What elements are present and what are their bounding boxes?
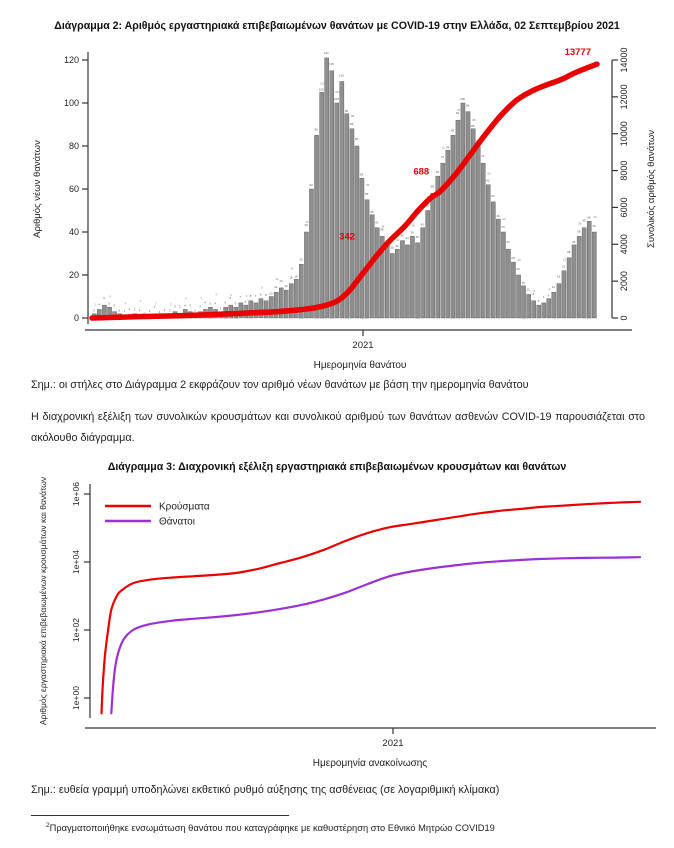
deaths-bar — [456, 120, 460, 318]
bar-value-speck: 26 — [511, 256, 515, 261]
bar-value-speck: 1 — [163, 307, 166, 312]
chart2-right-tick-label: 4000 — [618, 234, 629, 255]
bar-value-speck: 38 — [381, 224, 385, 229]
bar-value-speck: 115 — [329, 61, 334, 66]
chart2-left-tick-label: 20 — [68, 270, 79, 280]
chart3-y-tick-label: 1e+00 — [71, 686, 81, 710]
deaths-bar — [506, 249, 510, 318]
bar-value-speck: 40 — [502, 217, 506, 221]
bar-value-speck: 48 — [370, 209, 374, 214]
bar-value-speck: 18 — [294, 274, 298, 279]
bar-value-speck: 105 — [318, 87, 324, 92]
bar-value-speck: 50 — [425, 203, 429, 208]
deaths-bar — [522, 286, 526, 318]
bar-value-speck: 16 — [556, 274, 561, 279]
bar-value-speck: 40 — [305, 220, 309, 224]
bar-value-speck: 7 — [542, 294, 545, 299]
bar-value-speck: 6 — [229, 296, 232, 301]
bar-value-speck: 88 — [349, 121, 354, 126]
bar-value-speck: 10 — [269, 291, 273, 296]
chart2-left-tick-label: 60 — [68, 184, 79, 194]
deaths-bar — [501, 232, 505, 318]
bar-value-speck: 3 — [199, 304, 201, 309]
bar-value-speck: 6 — [537, 299, 540, 304]
bar-value-speck: 20 — [517, 258, 521, 262]
deaths-bar — [320, 92, 324, 318]
bar-value-speck: 14 — [279, 278, 283, 283]
bar-value-speck: 55 — [365, 191, 369, 196]
bar-value-speck: 9 — [260, 285, 263, 290]
bar-value-speck: 25 — [299, 257, 303, 262]
bar-value-speck: 12 — [551, 285, 556, 290]
bar-value-speck: 85 — [314, 127, 318, 132]
bar-value-speck: 13 — [284, 284, 288, 289]
chart3-y-tick-label: 1e+04 — [71, 550, 81, 574]
bar-value-speck: 55 — [366, 182, 370, 187]
deaths-bar — [390, 254, 394, 319]
chart2-left-axis-title: Αριθμός νέων θανάτων — [32, 140, 43, 238]
deaths-bar — [451, 135, 455, 318]
bar-value-speck: 88 — [351, 113, 355, 118]
deaths-bar — [532, 301, 536, 318]
bar-value-speck: 40 — [501, 225, 505, 229]
deaths-bar — [582, 228, 586, 318]
chart2-left-tick-label: 0 — [73, 313, 79, 323]
bar-value-speck: 20 — [516, 267, 520, 271]
bar-value-speck: 72 — [441, 146, 445, 151]
bar-value-speck: 2 — [170, 302, 172, 307]
chart2-right-tick-label: 12000 — [618, 84, 629, 110]
cumulative-total-annotation: 13777 — [564, 47, 592, 59]
deaths-bar — [547, 299, 551, 318]
bar-value-speck: 1 — [128, 306, 131, 311]
chart2-bars-group — [92, 51, 597, 318]
deaths-bar — [375, 228, 379, 318]
cases-line — [102, 502, 641, 714]
bar-value-speck: 46 — [496, 214, 500, 219]
deaths-bar — [395, 249, 399, 318]
bar-value-speck: 38 — [411, 223, 415, 228]
chart2-right-tick-label: 2000 — [619, 271, 630, 292]
bar-value-speck: 22 — [563, 257, 567, 262]
deaths-bar — [481, 163, 485, 318]
deaths-bar — [345, 114, 349, 318]
bar-value-speck: 9 — [548, 287, 551, 292]
deaths-bar — [446, 150, 450, 318]
deaths-bar — [416, 243, 420, 318]
chart2-left-tick-label: 80 — [68, 141, 79, 151]
bar-value-speck: 62 — [487, 171, 491, 176]
deaths-bar — [410, 236, 414, 318]
bar-value-speck: 2 — [153, 304, 156, 309]
bar-value-speck: 5 — [224, 300, 227, 305]
chart2-title: Διάγραμμα 2: Αριθμός εργαστηριακά επιβεβαιωμένων θανάτων με COVID-19 στην Ελλάδα, 02 Σεπτεμβρίου 2021 — [54, 20, 620, 32]
deaths-bar — [385, 245, 389, 318]
bar-value-speck: 6 — [103, 296, 105, 301]
bar-value-speck: 1 — [158, 309, 161, 314]
bar-value-speck: 34 — [385, 238, 389, 243]
chart3-x-tick-label: 2021 — [382, 738, 404, 749]
bar-value-speck: 9 — [259, 292, 262, 297]
bar-value-speck: 54 — [491, 193, 495, 198]
legend-label: Θάνατοι — [159, 516, 195, 528]
chart3-title: Διάγραμμα 3: Διαχρονική εξέλιξη εργαστηριακά επιβεβαιωμένων κρουσμάτων και θανάτων — [107, 461, 567, 473]
deaths-bar — [304, 232, 308, 318]
bar-value-speck: 3 — [200, 296, 202, 301]
cumulative-value-annotation: 688 — [413, 166, 430, 178]
bar-value-speck: 12 — [275, 277, 279, 282]
bar-value-speck: 4 — [214, 301, 217, 306]
body-paragraph: Η διαχρονική εξέλιξη των συνολικών κρουσμάτων και συνολικού αριθμού των θανάτων ασθενών COVID-19 παρουσιάζεται στο ακόλουθο διάγραμμα. — [31, 411, 645, 444]
bar-value-speck: 3 — [219, 306, 222, 311]
deaths-bar — [577, 236, 581, 318]
chart2-right-tick-label: 8000 — [618, 160, 629, 181]
bar-value-speck: 3 — [113, 303, 116, 308]
bar-value-speck: 60 — [309, 183, 313, 187]
deaths-bar — [572, 245, 576, 318]
cumulative-value-annotation: 342 — [339, 231, 355, 243]
bar-value-speck: 88 — [471, 123, 475, 128]
bar-value-speck: 2 — [168, 308, 171, 313]
bar-value-speck: 1 — [123, 308, 126, 313]
bar-value-speck: 92 — [457, 108, 461, 113]
deaths-bar — [431, 193, 435, 318]
deaths-bar — [365, 200, 369, 318]
chart2-right-axis — [612, 47, 657, 320]
bar-value-speck: 28 — [567, 249, 571, 254]
bar-value-speck: 4 — [204, 300, 206, 305]
bar-value-speck: 38 — [410, 230, 414, 235]
bar-value-speck: 6 — [244, 300, 247, 305]
bar-value-speck: 5 — [109, 294, 111, 299]
deaths-line — [111, 557, 640, 713]
bar-value-speck: 2 — [133, 307, 136, 312]
bar-value-speck: 38 — [577, 229, 581, 234]
bar-value-speck: 34 — [572, 239, 576, 244]
bar-value-speck: 1 — [124, 300, 127, 305]
chart2-left-tick-label: 100 — [63, 98, 79, 108]
bar-value-speck: 121 — [323, 50, 329, 55]
chart3-note: Σημ.: ευθεία γραμμή υποδηλώνει εκθετικό ρυθμό αύξησης της ασθένειας (σε λογαριθμική κλίμακα) — [31, 784, 500, 796]
bar-value-speck: 32 — [395, 244, 399, 249]
deaths-bar — [264, 301, 268, 318]
bar-value-speck: 2 — [178, 304, 181, 309]
chart2-right-tick-label: 0 — [619, 315, 629, 321]
deaths-bar — [557, 284, 561, 318]
deaths-bar — [466, 112, 470, 318]
footnote — [46, 822, 495, 833]
deaths-bar — [400, 241, 404, 318]
deaths-bar — [309, 189, 313, 318]
bar-value-speck: 12 — [274, 285, 278, 290]
chart3-x-axis — [85, 728, 656, 769]
bar-value-speck: 7 — [239, 294, 242, 299]
bar-value-speck: 66 — [435, 170, 440, 175]
deaths-bar — [315, 135, 319, 318]
bar-value-speck: 5 — [108, 301, 111, 306]
bar-value-speck: 11 — [526, 287, 530, 292]
bar-value-speck: 38 — [380, 227, 384, 232]
bar-value-speck: 3 — [173, 304, 176, 309]
bar-value-speck: 92 — [455, 111, 460, 116]
bar-value-speck: 36 — [400, 233, 404, 238]
bar-value-speck: 95 — [344, 108, 349, 113]
bar-value-speck: 42 — [375, 220, 379, 225]
chart2-x-tick-label: 2021 — [352, 340, 374, 351]
chart2-left-tick-label: 40 — [68, 227, 79, 237]
bar-value-speck: 2 — [94, 302, 96, 307]
chart2-right-tick-label: 14000 — [619, 47, 629, 73]
bar-value-speck: 96 — [466, 103, 470, 108]
chart2-left-tick-label: 120 — [63, 55, 79, 65]
chart3-left-axis — [38, 477, 90, 725]
deaths-bar — [355, 146, 359, 318]
deaths-bar — [330, 71, 334, 318]
bar-value-speck: 105 — [319, 81, 325, 86]
bar-value-speck: 40 — [592, 224, 596, 228]
bar-value-speck: 22 — [561, 264, 566, 269]
bar-value-speck: 88 — [472, 117, 476, 122]
deaths-bar — [335, 103, 339, 318]
chart2-left-axis — [32, 52, 88, 324]
chart3-y-axis-title: Αριθμός εργαστηριακά επιβεβαιωμένων κρουσμάτων και θανάτων — [38, 476, 48, 726]
deaths-bar — [486, 185, 490, 318]
bar-value-speck: 2 — [194, 308, 196, 313]
deaths-bar — [562, 271, 566, 318]
chart2-deaths-histogram — [0, 36, 674, 380]
deaths-bar — [552, 292, 556, 318]
bar-value-speck: 6 — [245, 294, 248, 299]
deaths-bar — [476, 146, 480, 318]
bar-value-speck: 8 — [249, 293, 252, 298]
bar-value-speck: 3 — [189, 303, 191, 308]
legend-label: Κρούσματα — [159, 501, 210, 513]
bar-value-speck: 65 — [359, 172, 364, 177]
bar-value-speck: 16 — [290, 266, 294, 271]
bar-value-speck: 40 — [304, 223, 308, 227]
bar-value-speck: 42 — [420, 222, 424, 227]
deaths-bar — [491, 202, 495, 318]
deaths-bar — [360, 178, 364, 318]
deaths-bar — [496, 219, 500, 318]
deaths-bar — [421, 228, 425, 318]
bar-value-speck: 100 — [460, 97, 466, 101]
chart3-legend — [105, 501, 210, 528]
deaths-bar — [405, 245, 409, 318]
footnote-marker: 2 — [46, 822, 50, 829]
bar-value-speck: 6 — [230, 293, 233, 298]
bar-value-speck: 42 — [582, 218, 586, 223]
bar-value-speck: 45 — [587, 215, 591, 220]
chart2-x-axis-title: Ημερομηνία θανάτου — [313, 360, 407, 371]
bar-value-speck: 5 — [234, 301, 237, 306]
deaths-bar — [461, 103, 465, 318]
bar-value-speck: 80 — [354, 137, 359, 141]
bar-value-speck: 32 — [506, 240, 510, 245]
deaths-bar — [527, 294, 531, 318]
deaths-bar — [592, 232, 596, 318]
bar-value-speck: 4 — [184, 303, 186, 308]
chart2-right-tick-label: 10000 — [619, 121, 630, 147]
bar-value-speck: 50 — [426, 195, 430, 200]
bar-value-speck: 8 — [264, 292, 267, 297]
bar-value-speck: 72 — [481, 154, 485, 159]
bar-value-speck: 1 — [148, 308, 151, 313]
bar-value-speck: 0 — [143, 311, 146, 316]
chart3-cumulative-log-chart — [0, 470, 674, 780]
chart3-y-tick-label: 1e+06 — [71, 482, 81, 506]
bar-value-speck: 15 — [521, 280, 525, 285]
footnote-text: Πραγματοποιήθηκε ενσωμάτωση θανάτου που καταγράφηκε με καθυστέρηση στο Εθνικό Μητρώο COVID19 — [49, 823, 495, 834]
bar-value-speck: 85 — [450, 128, 455, 133]
deaths-bar — [511, 262, 515, 318]
bar-value-speck: 78 — [445, 145, 450, 150]
chart2-note: Σημ.: οι στήλες στο Διάγραμμα 2 εκφράζουν τον αριθμό νέων θανάτων με βάση την ημερομηνία θανάτου — [31, 379, 529, 391]
bar-value-speck: 4 — [185, 296, 187, 301]
chart2-right-tick-label: 6000 — [619, 197, 630, 218]
deaths-bar — [340, 82, 344, 319]
bar-value-speck: 30 — [390, 245, 394, 250]
bar-value-speck: 2 — [118, 308, 121, 313]
deaths-bar — [587, 221, 591, 318]
chart2-x-axis — [85, 330, 632, 371]
bar-value-speck: 8 — [533, 288, 536, 293]
bar-value-speck: 16 — [289, 275, 293, 280]
bar-value-speck: 8 — [532, 291, 535, 296]
bar-value-speck: 4 — [98, 302, 100, 307]
bar-value-speck: 9 — [547, 293, 550, 298]
bar-value-speck: 32 — [396, 238, 400, 243]
footnote-divider — [31, 815, 289, 816]
bar-value-speck: 62 — [486, 178, 490, 183]
bar-value-speck: 2 — [154, 301, 157, 306]
deaths-bar — [542, 303, 546, 318]
bar-value-speck: 72 — [440, 155, 445, 160]
bar-value-speck: 40 — [593, 215, 597, 219]
deaths-bar — [325, 58, 329, 318]
bar-value-speck: 4 — [215, 292, 217, 297]
bar-value-speck: 1 — [138, 307, 141, 312]
bar-value-speck: 7 — [254, 293, 257, 298]
bar-value-speck: 5 — [209, 301, 211, 306]
bar-value-speck: 80 — [476, 139, 480, 143]
bar-value-speck: 34 — [405, 235, 409, 240]
bar-value-speck: 2 — [93, 308, 95, 313]
deaths-bar — [517, 275, 521, 318]
deaths-bar — [537, 305, 541, 318]
chart2-right-axis-title: Συνολικός αριθμός θανάτων — [646, 130, 657, 248]
chart3-y-tick-label: 1e+02 — [71, 618, 81, 642]
chart3-x-axis-title: Ημερομηνία ανακοίνωσης — [312, 758, 428, 769]
bar-value-speck: 38 — [578, 221, 582, 226]
deaths-bar — [426, 211, 430, 319]
bar-value-speck: 100 — [333, 97, 339, 101]
bar-value-speck: 35 — [415, 234, 419, 239]
bar-value-speck: 110 — [339, 73, 344, 78]
deaths-bar — [567, 258, 571, 318]
bar-value-speck: 100 — [335, 90, 340, 94]
bar-value-speck: 1 — [139, 298, 142, 303]
bar-value-speck: 58 — [430, 184, 434, 189]
